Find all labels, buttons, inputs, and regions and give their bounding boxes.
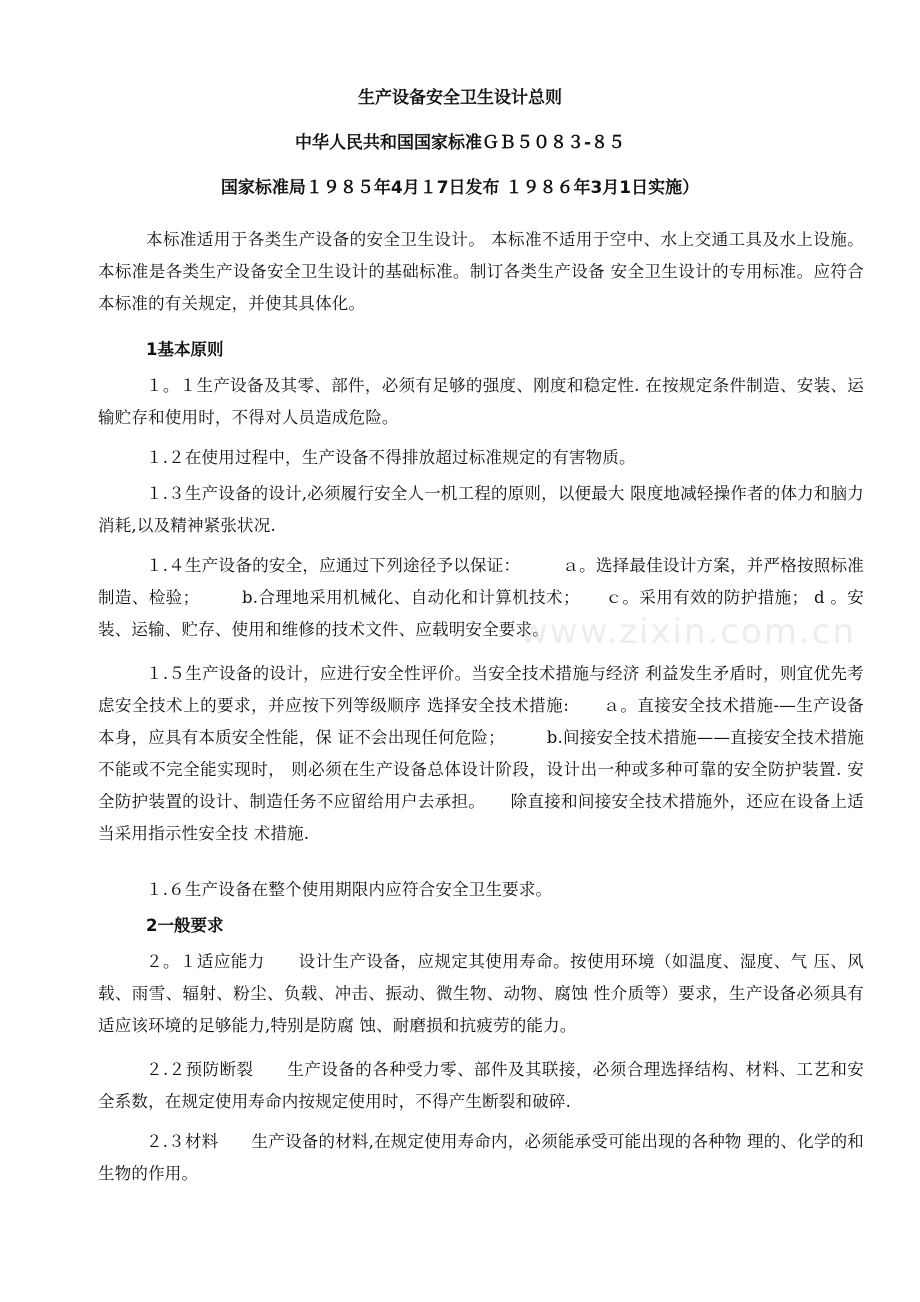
clause-1-4: １.４生产设备的安全，应通过下列途径予以保证： ａ。选择最佳设计方案，并严格按照标准制造、检验； b.合理地采用机械化、自动化和计算机技术； ｃ。采用有效的防护措施； d 。安装、运输、贮存、使用和维修的技术文件、应载明安全要求。	[98, 556, 864, 639]
clause-1-6: １.６生产设备在整个使用期限内应符合安全卫生要求。	[146, 880, 553, 899]
clause-1-3: １.３生产设备的设计,必须履行安全人一机工程的原则，以便最大 限度地减轻操作者的体力和脑力消耗,以及精神紧张状况.	[98, 484, 864, 535]
intro-paragraph: 本标准适用于各类生产设备的安全卫生设计。 本标准不适用于空中、水上交通工具及水上设施。本标准是各类生产设备安全卫生设计的基础标准。制订各类生产设备 安全卫生设计的专用标准。应符合本标准的有关规定，并使其具体化。	[98, 230, 864, 313]
watermark: www.zixin.com.cn	[520, 612, 856, 652]
clause-1-5: １.５生产设备的设计，应进行安全性评价。当安全技术措施与经济 利益发生矛盾时，则宜优先考虑安全技术上的要求，并应按下列等级顺序 选择安全技术措施: ａ。直接安全技术措施-—生产设备本身，应具有本质安全性能，保 证不会出现任何危险； b.间接安全技术措施——直接安全技术措施不能或不完全能实现时， 则必须在生产设备总体设计阶段，设计出一种或多种可靠的安全防护装置. 安全防护装置的设计、制造任务不应留给用户去承担。 除直接和间接安全技术措施外，还应在设备上适当采用指示性安全技 术措施.	[98, 664, 864, 843]
clause-1-2: １.２在使用过程中，生产设备不得排放超过标准规定的有害物质。	[146, 448, 636, 467]
section-1-heading: 1基本原则	[146, 340, 224, 359]
clause-2-2: ２.２预防断裂 生产设备的各种受力零、部件及其联接，必须合理选择结构、材料、工艺和安全系数，在规定使用寿命内按规定使用时，不得产生断裂和破碎.	[98, 1060, 864, 1111]
clause-2-1: ２。１适应能力 设计生产设备，应规定其使用寿命。按使用环境（如温度、湿度、气 压、风载、雨雪、辐射、粉尘、负载、冲击、振动、微生物、动物、腐蚀 性介质等）要求，生产设备必须具有适应该环境的足够能力,特别是防腐 蚀、耐磨损和抗疲劳的能力。	[98, 952, 864, 1035]
issue-info: 国家标准局１９８５年4月１7日发布 １９８６年3月1日实施）	[220, 178, 700, 198]
standard-number: 中华人民共和国国家标准ＧＢ５０８３-８５	[294, 133, 626, 153]
clause-2-3: ２.３材料 生产设备的材料,在规定使用寿命内，必须能承受可能出现的各种物 理的、化学的和生物的作用。	[98, 1132, 864, 1183]
clause-1-1: １。１生产设备及其零、部件，必须有足够的强度、刚度和稳定性. 在按规定条件制造、安装、运输贮存和使用时，不得对人员造成危险。	[98, 376, 864, 427]
section-2-heading: 2一般要求	[146, 916, 224, 935]
document-title: 生产设备安全卫生设计总则	[358, 88, 562, 108]
